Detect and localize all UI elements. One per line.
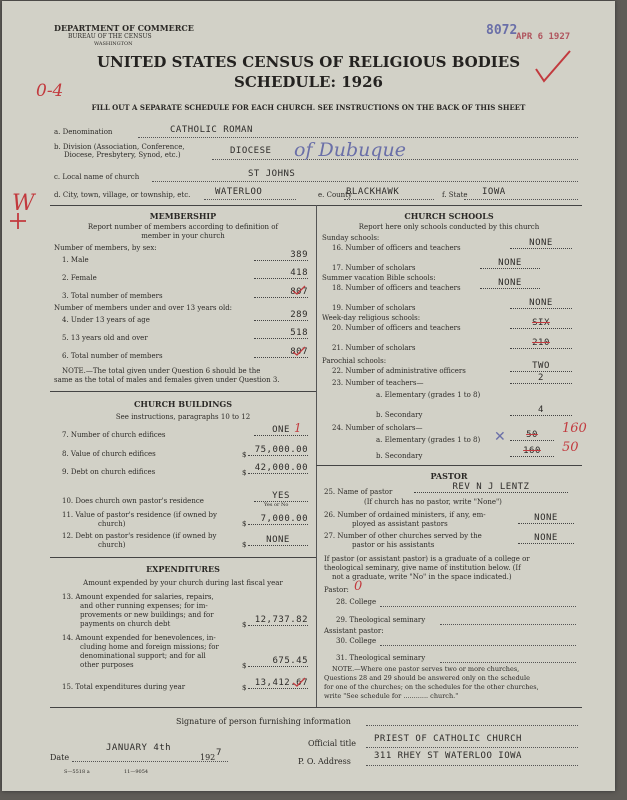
denomination-value: CATHOLIC ROMAN [170, 125, 253, 135]
q2-value: 418 [254, 268, 308, 279]
q28-label: 28. College [336, 598, 377, 606]
q27-value: NONE [518, 533, 574, 544]
q23-label: 23. Number of teachers— [332, 379, 424, 387]
q13-label-2: and other running expenses; for im- [80, 602, 208, 610]
members-by-age-label: Number of members under and over 13 years old: [54, 304, 233, 312]
q1-label: 1. Male [62, 256, 89, 264]
graduate-note-3: not a graduate, write "No" in the space indicated.) [332, 573, 512, 581]
buildings-intro: See instructions, paragraphs 10 to 12 [115, 413, 251, 421]
q3-label: 3. Total number of members [62, 292, 163, 300]
q12-label-1: 12. Debt on pastor's residence (if owned by [62, 532, 217, 540]
pastor-note-3: for one of the churches; on the schedules for the other churches, [324, 683, 539, 691]
q15-label: 15. Total expenditures during year [62, 683, 186, 691]
q5-label: 5. 13 years old and over [62, 334, 148, 342]
q28-line [380, 606, 576, 607]
q26-label-1: 26. Number of ordained ministers, if any, em- [324, 511, 486, 519]
q6-label: 6. Total number of members [62, 352, 163, 360]
pastor-note-1: NOTE.—Where one pastor serves two or more churches, [332, 665, 520, 673]
official-title-label: Official title [308, 739, 356, 748]
q7-handwritten: 1 [294, 421, 302, 435]
membership-note-2: same as the total of males and females given under Question 3. [54, 376, 280, 384]
q14-label-4: other purposes [80, 661, 134, 669]
pastor-subheading: Pastor: [324, 586, 349, 594]
q12-dollar: $ [242, 541, 247, 549]
q23b-value: 4 [510, 405, 572, 416]
q27-label-1: 27. Number of other churches served by the [324, 532, 482, 540]
q5-value: 518 [254, 328, 308, 339]
state-value: IOWA [482, 187, 506, 197]
city-label: d. City, town, village, or township, etc. [54, 191, 191, 199]
q31-label: 31. Theological seminary [336, 654, 426, 662]
pastor-handwritten: 0 [354, 579, 363, 594]
q14-label-2: cluding home and foreign missions; for [80, 643, 219, 651]
schools-heading: CHURCH SCHOOLS [404, 211, 494, 221]
q25-note: (If church has no pastor, write "None") [364, 498, 502, 506]
graduate-note-2: theological seminary, give name of institution below. (If [324, 564, 521, 572]
division-value: DIOCESE [230, 146, 272, 156]
q8-label: 8. Value of church edifices [62, 450, 156, 458]
q22-value: TWO [510, 361, 572, 372]
q20-value: SIX [510, 318, 572, 329]
q18-value: NONE [480, 278, 540, 289]
pastor-note-4: write "See schedule for ............ church." [324, 692, 459, 700]
q11-label-1: 11. Value of pastor's residence (if owned by [62, 511, 217, 519]
division-label-2: Diocese, Presbytery, Synod, etc.) [64, 151, 181, 159]
po-address-line [366, 765, 578, 766]
q18-label: 18. Number of officers and teachers [332, 284, 461, 292]
q13-label-3: provements or new buildings; and for [80, 611, 214, 619]
q23a-value: 2 [510, 373, 572, 384]
q24a-label: a. Elementary (grades 1 to 8) [376, 436, 481, 444]
division-label-1: b. Division (Association, Conference, [54, 143, 185, 151]
membership-intro-1: Report number of members according to definition of [87, 223, 279, 231]
q16-label: 16. Number of officers and teachers [332, 244, 461, 252]
q25-value: REV N J LENTZ [414, 482, 568, 493]
q13-label-4: payments on church debt [80, 620, 171, 628]
city-value: WATERLOO [215, 187, 263, 197]
q19-value: NONE [510, 298, 572, 309]
q31-line [440, 662, 576, 663]
handwritten-code: 0-4 [36, 81, 64, 101]
q24a-value: 50 [510, 430, 554, 441]
q11-label-2: church) [98, 520, 126, 528]
form-instruction: FILL OUT A SEPARATE SCHEDULE FOR EACH CHURCH. SEE INSTRUCTIONS ON THE BACK OF THIS SHEET [91, 103, 526, 112]
q22-label: 22. Number of administrative officers [332, 367, 466, 375]
q14-label-1: 14. Amount expended for benevolences, in- [62, 634, 216, 642]
expenditures-heading: EXPENDITURES [146, 564, 220, 574]
state-line [464, 199, 578, 200]
local-name-value: ST JOHNS [248, 169, 296, 179]
q13-label-1: 13. Amount expended for salaries, repairs, [62, 593, 214, 601]
form-title: UNITED STATES CENSUS OF RELIGIOUS BODIES [96, 53, 521, 71]
schools-intro: Report here only schools conducted by this church [358, 223, 540, 231]
q14-dollar: $ [242, 662, 247, 670]
form-number-1: S—5518 a [64, 769, 90, 775]
county-line [344, 199, 434, 200]
q13-value: 12,737.82 [248, 615, 308, 626]
date-value: JANUARY 4th [106, 743, 172, 753]
bureau-city: WASHINGTON [94, 41, 133, 47]
bureau-name: BUREAU OF THE CENSUS [68, 33, 152, 40]
schedule-title: SCHEDULE: 1926 [234, 73, 383, 91]
county-value: BLACKHAWK [346, 187, 400, 197]
q11-dollar: $ [242, 520, 247, 528]
buildings-heading: CHURCH BUILDINGS [134, 399, 232, 409]
city-line [204, 199, 296, 200]
check-tick-icon [292, 285, 306, 295]
sunday-schools-label: Sunday schools: [322, 234, 380, 242]
q4-label: 4. Under 13 years of age [62, 316, 150, 324]
q4-value: 289 [254, 310, 308, 321]
q29-label: 29. Theological seminary [336, 616, 426, 624]
membership-heading: MEMBERSHIP [149, 211, 217, 221]
q17-label: 17. Number of scholars [332, 264, 416, 272]
q10-label: 10. Does church own pastor's residence [62, 497, 204, 505]
q14-value: 675.45 [248, 656, 308, 667]
q19-label: 19. Number of scholars [332, 304, 416, 312]
division-handwritten: of Dubuque [294, 139, 407, 161]
q10-value: YES [254, 491, 308, 502]
q30-label: 30. College [336, 637, 377, 645]
state-label: f. State [442, 191, 468, 199]
po-address-value: 311 RHEY ST WATERLOO IOWA [374, 751, 522, 761]
q8-value: 75,000.00 [248, 445, 308, 456]
plus-mark-icon [6, 209, 30, 233]
q23b-label: b. Secondary [376, 411, 423, 419]
q21-label: 21. Number of scholars [332, 344, 416, 352]
q14-label-3: denominational support; and for all [80, 652, 206, 660]
buildings-divider [50, 391, 316, 392]
official-title-line [366, 747, 578, 748]
q9-value: 42,000.00 [248, 463, 308, 474]
county-label: e. County [318, 191, 352, 199]
q1-value: 389 [254, 250, 308, 261]
denomination-label: a. Denomination [54, 128, 113, 136]
checkmark-icon [534, 49, 574, 85]
q6-value: 807 [254, 347, 308, 358]
summer-schools-label: Summer vacation Bible schools: [322, 274, 436, 282]
pastor-heading: PASTOR [430, 471, 468, 481]
q27-label-2: pastor or his assistants [352, 541, 435, 549]
q11-value: 7,000.00 [248, 514, 308, 525]
official-title-value: PRIEST OF CATHOLIC CHURCH [374, 734, 522, 744]
q15-dollar: $ [242, 684, 247, 692]
membership-intro-2: member in your church [141, 232, 225, 240]
census-schedule-sheet [2, 1, 615, 791]
q24-label: 24. Number of scholars— [332, 424, 423, 432]
q24b-label: b. Secondary [376, 452, 423, 460]
q26-value: NONE [518, 513, 574, 524]
check-tick-icon [292, 346, 306, 356]
column-divider [316, 205, 317, 707]
members-by-sex-label: Number of members, by sex: [54, 244, 157, 252]
q15-value: 13,412.67 [248, 678, 308, 689]
section-divider-bottom [50, 707, 582, 708]
pastor-divider [316, 465, 582, 466]
q24b-value: 160 [510, 446, 554, 457]
stamp-number: 8072 [486, 23, 518, 38]
margin-handwritten: W [12, 191, 35, 216]
date-year-print: 192 [200, 753, 216, 762]
q30-line [380, 645, 576, 646]
q2-label: 2. Female [62, 274, 97, 282]
form-number-2: 11—9054 [124, 769, 149, 775]
signature-line [366, 725, 578, 726]
expenditures-intro: Amount expended by your church during last fiscal year [83, 579, 283, 587]
local-name-label: c. Local name of church [54, 173, 140, 181]
expenditures-divider [50, 557, 316, 558]
graduate-note-1: If pastor (or assistant pastor) is a graduate of a college or [324, 555, 530, 563]
assistant-pastor-subheading: Assistant pastor: [324, 627, 384, 635]
parochial-schools-label: Parochial schools: [322, 357, 387, 365]
q8-dollar: $ [242, 451, 247, 459]
yes-no-caption: Yes or No [264, 502, 289, 508]
local-name-line [152, 181, 578, 182]
cross-mark-icon: ✕ [494, 429, 506, 445]
date-year-typed: 7 [216, 748, 222, 758]
q7-value: ONE [254, 425, 308, 436]
date-label: Date [50, 753, 70, 762]
po-address-label: P. O. Address [298, 757, 351, 766]
q25-label: 25. Name of pastor [324, 488, 393, 496]
pastor-note-2: Questions 28 and 29 should be answered only on the schedule [324, 674, 530, 682]
q24a-handwritten: 160 [562, 421, 587, 436]
q12-value: NONE [248, 535, 308, 546]
q13-dollar: $ [242, 621, 247, 629]
stamp-date: APR 6 1927 [516, 32, 571, 42]
q3-value: 807 [254, 287, 308, 298]
q9-dollar: $ [242, 469, 247, 477]
q12-label-2: church) [98, 541, 126, 549]
q23a-label: a. Elementary (grades 1 to 8) [376, 391, 481, 399]
q29-line [440, 624, 576, 625]
membership-note-1: NOTE.—The total given under Question 6 should be the [62, 367, 261, 375]
department-name: DEPARTMENT OF COMMERCE [54, 23, 194, 33]
q21-value: 210 [510, 338, 572, 349]
q16-value: NONE [510, 238, 572, 249]
check-tick-icon [292, 677, 306, 687]
q24b-handwritten: 50 [562, 440, 579, 455]
signature-label: Signature of person furnishing information [176, 717, 351, 726]
q26-label-2: ployed as assistant pastors [352, 520, 448, 528]
q20-label: 20. Number of officers and teachers [332, 324, 461, 332]
q7-label: 7. Number of church edifices [62, 431, 166, 439]
denomination-line [138, 137, 578, 138]
q17-value: NONE [480, 258, 540, 269]
q9-label: 9. Debt on church edifices [62, 468, 156, 476]
weekday-schools-label: Week-day religious schools: [322, 314, 421, 322]
